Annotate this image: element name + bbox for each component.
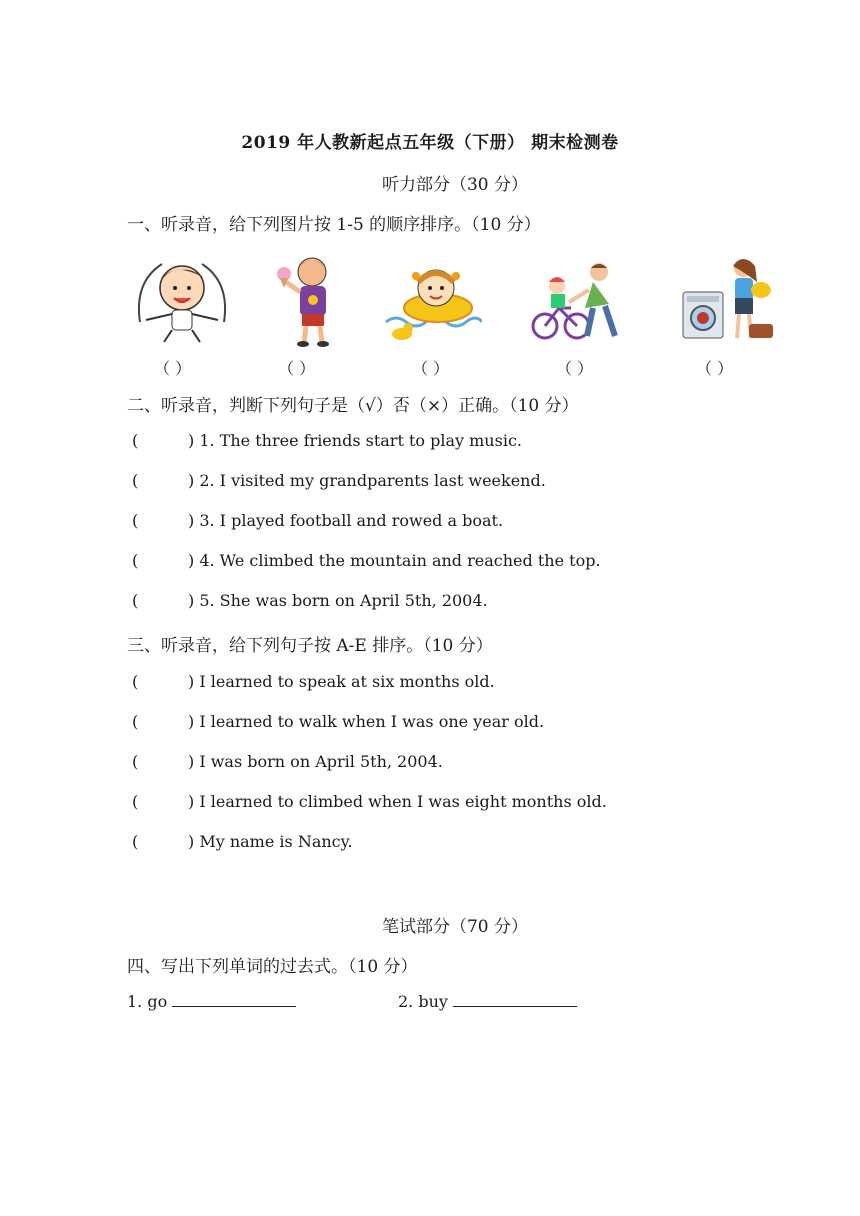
item-text: ) I learned to walk when I was one year old.: [188, 712, 545, 731]
answer-paren[interactable]: (: [132, 551, 139, 570]
list-item: [132, 591, 488, 610]
list-item: [132, 511, 503, 530]
fill-item-buy: [398, 992, 577, 1011]
answer-line[interactable]: [172, 992, 296, 1007]
item-text: ) 2. I visited my grandparents last weekend.: [188, 471, 546, 490]
answer-paren[interactable]: (: [132, 511, 139, 530]
item-text: ) 4. We climbed the mountain and reached the top.: [188, 551, 601, 570]
answer-blank-5[interactable]: （ ）: [696, 359, 734, 378]
item-text: ) 3. I played football and rowed a boat.: [188, 511, 504, 530]
boy-jumping-rope-icon: [132, 252, 232, 348]
answer-blank-3[interactable]: （ ）: [412, 359, 450, 378]
fill-item-go: [127, 992, 296, 1011]
section4-heading: 四、写出下列单词的过去式。（10 分）: [127, 957, 418, 977]
list-item: [132, 752, 443, 771]
writing-header: 笔试部分（70 分）: [381, 917, 529, 937]
girl-doing-laundry-icon: [677, 252, 777, 348]
list-item: [132, 792, 607, 811]
list-item: [132, 712, 544, 731]
section2-heading: 二、听录音，判断下列句子是（√）否（×）正确。（10 分）: [127, 396, 579, 416]
boy-teaching-bike-icon: [527, 252, 627, 348]
answer-blank-2[interactable]: （ ）: [278, 359, 316, 378]
girl-swimming-ring-icon: [382, 252, 482, 348]
picture-answer-blanks: [132, 356, 792, 380]
answer-blank-4[interactable]: （ ）: [556, 359, 594, 378]
exam-title: 2019 年人教新起点五年级（下册） 期末检测卷: [241, 133, 619, 153]
answer-paren[interactable]: (: [132, 712, 139, 731]
answer-paren[interactable]: (: [132, 752, 139, 771]
section1-heading: 一、听录音，给下列图片按 1-5 的顺序排序。（10 分）: [127, 215, 541, 235]
girl-with-ice-cream-icon: [262, 252, 362, 348]
answer-paren[interactable]: (: [132, 832, 139, 851]
picture-row: [132, 252, 792, 352]
item-text: ) My name is Nancy.: [188, 832, 353, 851]
answer-paren[interactable]: (: [132, 471, 139, 490]
listening-header: 听力部分（30 分）: [381, 175, 529, 195]
item-text: ) 1. The three friends start to play music.: [188, 431, 522, 450]
list-item: [132, 672, 495, 691]
answer-paren[interactable]: (: [132, 792, 139, 811]
list-item: [132, 832, 353, 851]
list-item: [132, 431, 522, 450]
item-text: ) 5. She was born on April 5th, 2004.: [188, 591, 488, 610]
item-text: ) I learned to climbed when I was eight months old.: [188, 792, 607, 811]
word-label: 2. buy: [398, 992, 448, 1011]
item-text: ) I was born on April 5th, 2004.: [188, 752, 443, 771]
answer-paren[interactable]: (: [132, 672, 139, 691]
answer-paren[interactable]: (: [132, 591, 139, 610]
answer-paren[interactable]: (: [132, 431, 139, 450]
list-item: [132, 471, 546, 490]
section3-heading: 三、听录音，给下列句子按 A-E 排序。（10 分）: [127, 636, 493, 656]
word-label: 1. go: [127, 992, 168, 1011]
answer-blank-1[interactable]: （ ）: [154, 359, 192, 378]
list-item: [132, 551, 601, 570]
answer-line[interactable]: [453, 992, 577, 1007]
item-text: ) I learned to speak at six months old.: [188, 672, 495, 691]
